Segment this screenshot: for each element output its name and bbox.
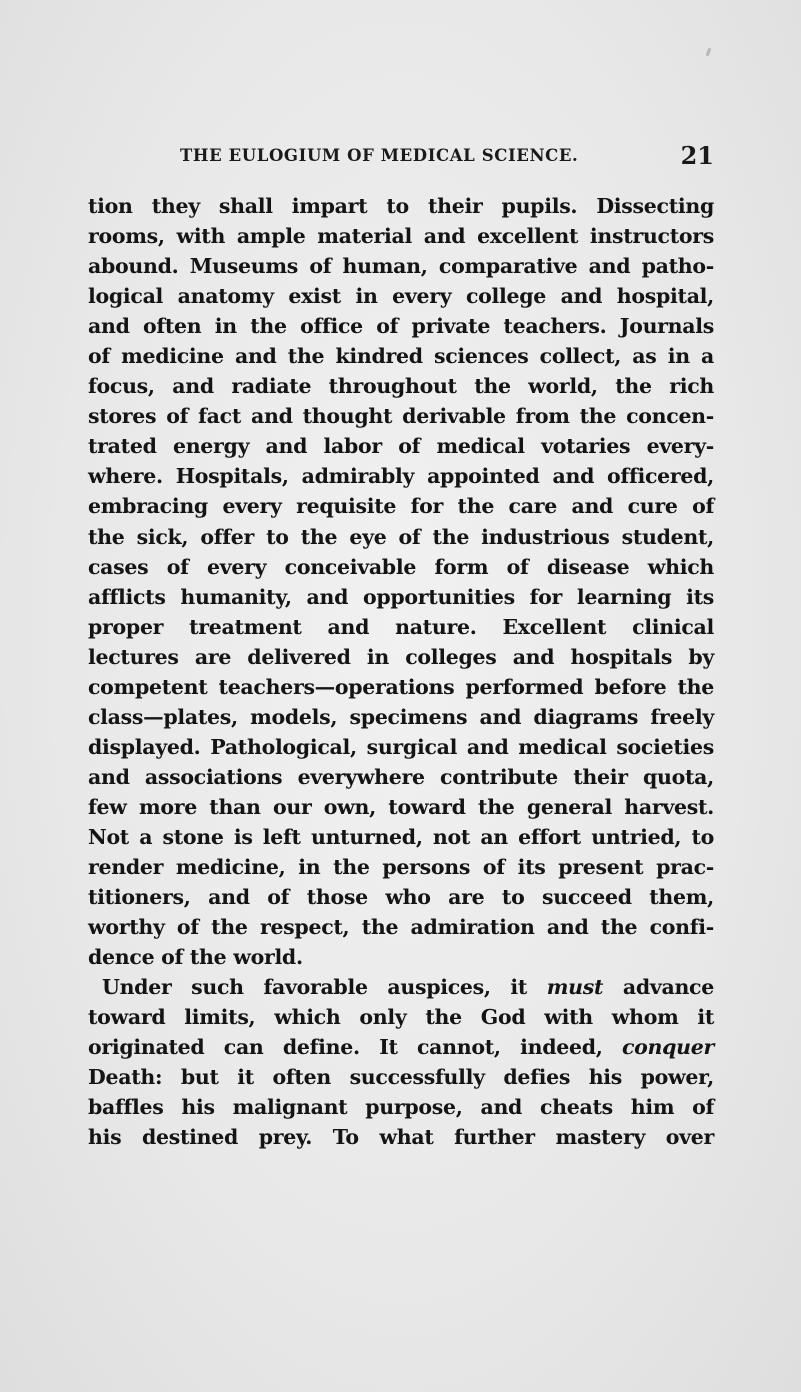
text-line [88,1032,714,1062]
text-line: rooms, with ample material and excellent instructors [88,224,714,249]
text-line: Not a stone is left unturned, not an effort untried, to [88,824,714,849]
page-number: 21 [680,141,714,170]
text-line: tion they shall impart to their pupils. Dissecting [88,194,714,218]
text-line: baffles his malignant purpose, and cheats him of [88,1095,714,1120]
text-segment: Under such favorable auspices, it [102,975,528,1000]
text-line: and often in the office of private teachers. Journals [88,314,714,339]
text-line: afflicts humanity, and opportunities for learning its [88,584,714,609]
running-head-title: THE EULOGIUM OF MEDICAL SCIENCE. [180,146,579,165]
text-line: logical anatomy exist in every college and hospital, [88,284,714,309]
emphasis-conquer: conquer [621,1035,714,1060]
text-line: the sick, offer to the eye of the industrious student, [88,524,714,549]
body-text [88,191,714,1153]
text-line: embracing every requisite for the care and cure of [88,494,714,519]
text-line: and associations everywhere contribute their quota, [88,764,714,789]
text-line: abound. Museums of human, comparative and patho- [88,254,714,279]
text-line: few more than our own, toward the general harvest. [88,794,714,819]
text-line: dence of the world. [88,945,303,970]
text-line: render medicine, in the persons of its present prac- [88,855,714,880]
text-segment: advance [622,975,714,1000]
text-line: cases of every conceivable form of disease which [88,554,714,579]
text-line: class—plates, models, specimens and diagrams freely [88,704,714,729]
text-line [88,972,714,1002]
text-line: trated energy and labor of medical votaries every- [88,434,714,459]
text-line: lectures are delivered in colleges and hospitals by [88,644,714,669]
paper-speck [706,48,712,57]
text-line: his destined prey. To what further mastery over [88,1125,714,1150]
text-line: Death: but it often successfully defies his power, [88,1065,714,1090]
text-line: displayed. Pathological, surgical and medical societies [88,734,714,759]
text-line: competent teachers—operations performed before the [88,674,714,699]
text-line: titioners, and of those who are to succeed them, [88,885,714,910]
text-line: proper treatment and nature. Excellent clinical [88,614,714,639]
text-segment: originated can define. It cannot, indeed, [88,1035,603,1060]
text-line: where. Hospitals, admirably appointed and officered, [88,464,714,489]
text-line: toward limits, which only the God with whom it [88,1005,714,1030]
emphasis-must: must [546,975,604,1000]
running-head [88,138,714,174]
text-line: stores of fact and thought derivable from the concen- [88,404,714,429]
text-line: of medicine and the kindred sciences collect, as in a [88,344,714,369]
text-line: focus, and radiate throughout the world, the rich [88,374,714,399]
text-line: worthy of the respect, the admiration and the confi- [88,915,714,940]
